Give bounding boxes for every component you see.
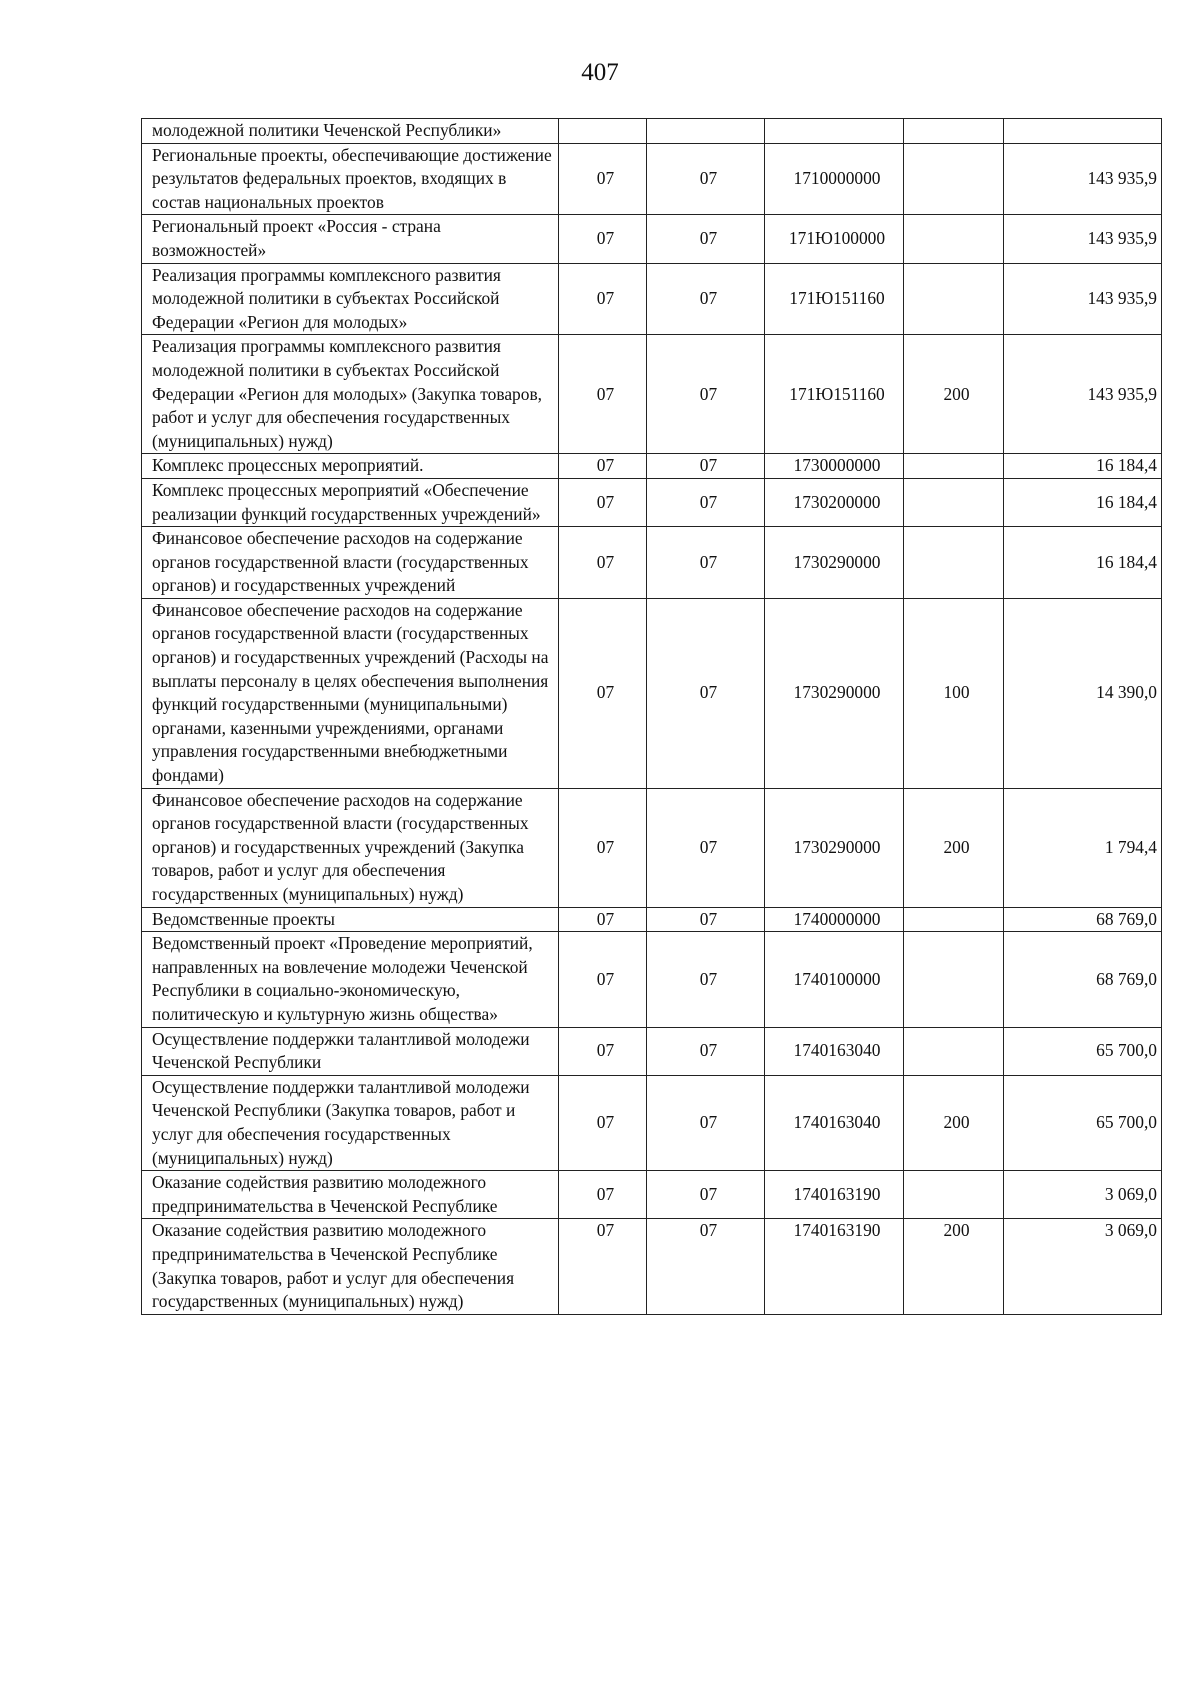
expense-type-code: [904, 454, 1004, 479]
section-code: 07: [559, 215, 647, 263]
amount: 3 069,0: [1004, 1219, 1162, 1314]
expense-type-code: 200: [904, 335, 1004, 454]
table-row: [142, 598, 1162, 788]
subsection-code: 07: [647, 1219, 765, 1314]
table-row: [142, 527, 1162, 599]
target-article-code: 1730200000: [765, 478, 904, 526]
expense-type-code: [904, 215, 1004, 263]
subsection-code: 07: [647, 263, 765, 335]
table-row: [142, 1219, 1162, 1314]
amount: 68 769,0: [1004, 907, 1162, 932]
row-description: Ведомственные проекты: [142, 907, 559, 932]
row-description: Финансовое обеспечение расходов на содержание органов государственной власти (государственных органов) и государственных учреждений (Закупка товаров, работ и услуг для обеспечения государственных (муниципальных) нужд): [142, 788, 559, 907]
table-row: [142, 932, 1162, 1027]
subsection-code: 07: [647, 932, 765, 1027]
target-article-code: 171Ю100000: [765, 215, 904, 263]
table-row: [142, 335, 1162, 454]
expense-type-code: [904, 143, 1004, 215]
row-description: Ведомственный проект «Проведение мероприятий, направленных на вовлечение молодежи Чеченской Республики в социально-экономическую, политическую и культурную жизнь общества»: [142, 932, 559, 1027]
subsection-code: 07: [647, 335, 765, 454]
row-description: Комплекс процессных мероприятий.: [142, 454, 559, 479]
row-description: Реализация программы комплексного развития молодежной политики в субъектах Российской Федерации «Регион для молодых» (Закупка товаров, работ и услуг для обеспечения государственных (муниципальных) нужд): [142, 335, 559, 454]
target-article-code: [765, 119, 904, 144]
section-code: 07: [559, 454, 647, 479]
table-row: [142, 1171, 1162, 1219]
subsection-code: 07: [647, 788, 765, 907]
row-description: Региональный проект «Россия - страна возможностей»: [142, 215, 559, 263]
subsection-code: 07: [647, 907, 765, 932]
table-row: [142, 1075, 1162, 1170]
section-code: 07: [559, 143, 647, 215]
subsection-code: 07: [647, 215, 765, 263]
table-row: [142, 907, 1162, 932]
target-article-code: 1740163190: [765, 1171, 904, 1219]
section-code: 07: [559, 788, 647, 907]
target-article-code: 1740000000: [765, 907, 904, 932]
target-article-code: 1730290000: [765, 598, 904, 788]
row-description: Оказание содействия развитию молодежного предпринимательства в Чеченской Республике (Закупка товаров, работ и услуг для обеспечения государственных (муниципальных) нужд): [142, 1219, 559, 1314]
target-article-code: 1730290000: [765, 527, 904, 599]
expense-type-code: 200: [904, 1075, 1004, 1170]
amount: 3 069,0: [1004, 1171, 1162, 1219]
row-description: Комплекс процессных мероприятий «Обеспечение реализации функций государственных учреждений»: [142, 478, 559, 526]
amount: [1004, 119, 1162, 144]
expense-type-code: 200: [904, 1219, 1004, 1314]
subsection-code: 07: [647, 454, 765, 479]
expense-type-code: 200: [904, 788, 1004, 907]
amount: 1 794,4: [1004, 788, 1162, 907]
amount: 16 184,4: [1004, 478, 1162, 526]
amount: 16 184,4: [1004, 454, 1162, 479]
expense-type-code: 100: [904, 598, 1004, 788]
expense-type-code: [904, 1027, 1004, 1075]
section-code: 07: [559, 1075, 647, 1170]
section-code: 07: [559, 907, 647, 932]
row-description: Финансовое обеспечение расходов на содержание органов государственной власти (государственных органов) и государственных учреждений (Расходы на выплаты персоналу в целях обеспечения выполнения функций государственными (муниципальными) органами, казенными учреждениями, органами управления государственными внебюджетными фондами): [142, 598, 559, 788]
section-code: 07: [559, 263, 647, 335]
table-row: [142, 788, 1162, 907]
expense-type-code: [904, 907, 1004, 932]
expense-type-code: [904, 119, 1004, 144]
amount: 143 935,9: [1004, 215, 1162, 263]
target-article-code: 1740163040: [765, 1027, 904, 1075]
section-code: 07: [559, 478, 647, 526]
row-description: Оказание содействия развитию молодежного предпринимательства в Чеченской Республике: [142, 1171, 559, 1219]
table-row: [142, 1027, 1162, 1075]
table-row: [142, 143, 1162, 215]
expense-type-code: [904, 1171, 1004, 1219]
row-description: Осуществление поддержки талантливой молодежи Чеченской Республики (Закупка товаров, работ и услуг для обеспечения государственных (муниципальных) нужд): [142, 1075, 559, 1170]
section-code: 07: [559, 598, 647, 788]
subsection-code: 07: [647, 1171, 765, 1219]
amount: 65 700,0: [1004, 1075, 1162, 1170]
table-row: [142, 119, 1162, 144]
section-code: [559, 119, 647, 144]
section-code: 07: [559, 335, 647, 454]
amount: 143 935,9: [1004, 335, 1162, 454]
subsection-code: 07: [647, 1027, 765, 1075]
amount: 16 184,4: [1004, 527, 1162, 599]
subsection-code: 07: [647, 143, 765, 215]
page-number: 407: [581, 59, 619, 86]
row-description: Региональные проекты, обеспечивающие достижение результатов федеральных проектов, входящих в состав национальных проектов: [142, 143, 559, 215]
target-article-code: 171Ю151160: [765, 335, 904, 454]
section-code: 07: [559, 1027, 647, 1075]
amount: 143 935,9: [1004, 263, 1162, 335]
section-code: 07: [559, 932, 647, 1027]
expense-type-code: [904, 527, 1004, 599]
subsection-code: 07: [647, 598, 765, 788]
amount: 68 769,0: [1004, 932, 1162, 1027]
section-code: 07: [559, 527, 647, 599]
subsection-code: [647, 119, 765, 144]
amount: 65 700,0: [1004, 1027, 1162, 1075]
row-description: молодежной политики Чеченской Республики»: [142, 119, 559, 144]
table-row: [142, 478, 1162, 526]
amount: 14 390,0: [1004, 598, 1162, 788]
table-row: [142, 215, 1162, 263]
amount: 143 935,9: [1004, 143, 1162, 215]
row-description: Финансовое обеспечение расходов на содержание органов государственной власти (государственных органов) и государственных учреждений: [142, 527, 559, 599]
subsection-code: 07: [647, 527, 765, 599]
section-code: 07: [559, 1171, 647, 1219]
subsection-code: 07: [647, 1075, 765, 1170]
expense-type-code: [904, 263, 1004, 335]
row-description: Реализация программы комплексного развития молодежной политики в субъектах Российской Федерации «Регион для молодых»: [142, 263, 559, 335]
target-article-code: 1740100000: [765, 932, 904, 1027]
target-article-code: 171Ю151160: [765, 263, 904, 335]
row-description: Осуществление поддержки талантливой молодежи Чеченской Республики: [142, 1027, 559, 1075]
section-code: 07: [559, 1219, 647, 1314]
expense-type-code: [904, 478, 1004, 526]
budget-table: [141, 118, 1162, 1315]
target-article-code: 1730000000: [765, 454, 904, 479]
target-article-code: 1740163190: [765, 1219, 904, 1314]
table-row: [142, 454, 1162, 479]
table-row: [142, 263, 1162, 335]
target-article-code: 1710000000: [765, 143, 904, 215]
target-article-code: 1730290000: [765, 788, 904, 907]
target-article-code: 1740163040: [765, 1075, 904, 1170]
expense-type-code: [904, 932, 1004, 1027]
subsection-code: 07: [647, 478, 765, 526]
